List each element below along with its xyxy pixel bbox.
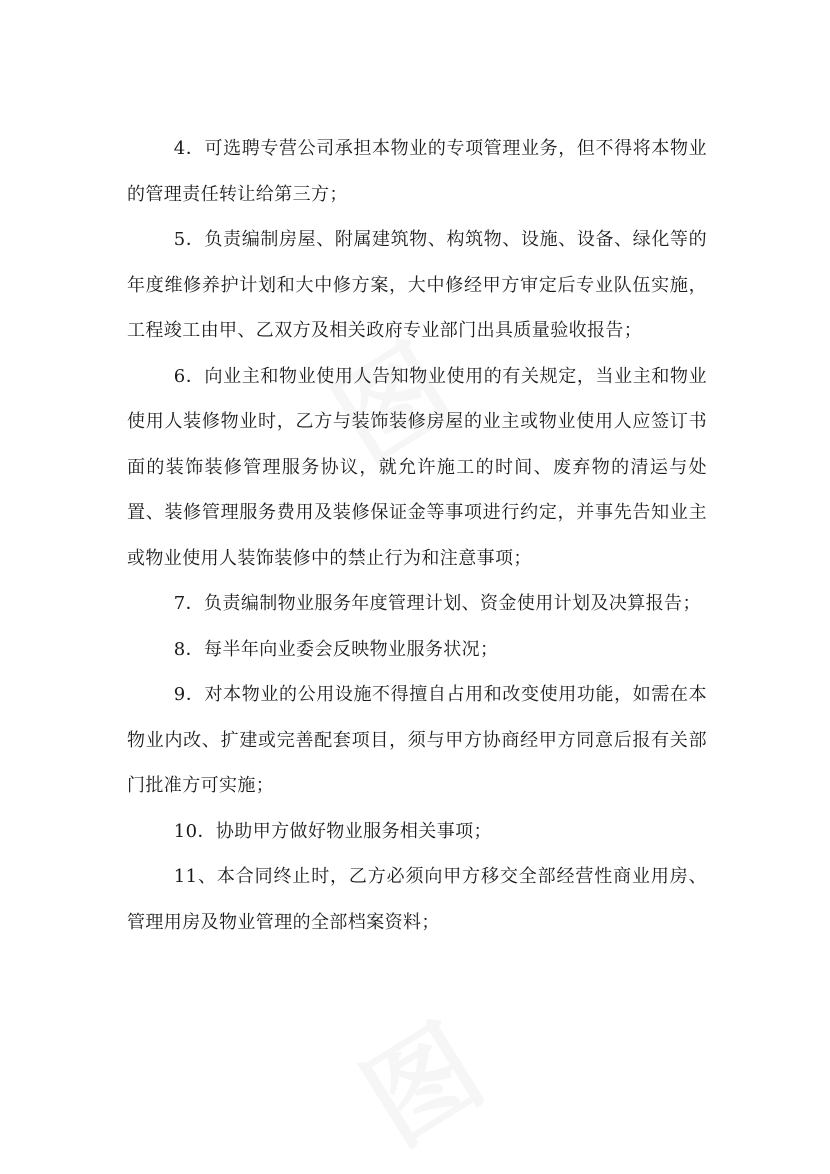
clause-4: 4．可选聘专营公司承担本物业的专项管理业务，但不得将本物业的管理责任转让给第三方； — [127, 138, 707, 205]
clause-8: 8．每半年向业委会反映物业服务状况； — [173, 638, 499, 660]
clause-7: 7．负责编制物业服务年度管理计划、资金使用计划及决算报告； — [173, 593, 701, 614]
clause-9: 9．对本物业的公用设施不得擅自占用和改变使用功能，如需在本物业内改、扩建或完善配套项目，须与甲方协商经甲方同意后报有关部门批准方可实施； — [127, 684, 707, 796]
document-body — [127, 126, 707, 945]
clause-6: 6．向业主和物业使用人告知物业使用的有关规定，当业主和物业使用人装修物业时，乙方与装饰装修房屋的业主或物业使用人应签订书面的装饰装修管理服务协议，就允许施工的时间、废弃物的清运与处置、装修管理服务费用及装修保证金等事项进行约定，并事先告知业主或物业使用人装饰装修中的禁止行为和注意事项； — [127, 365, 707, 569]
clause-5: 5．负责编制房屋、附属建筑物、构筑物、设施、设备、绿化等的年度维修养护计划和大中修方案，大中修经甲方审定后专业队伍实施，工程竣工由甲、乙双方及相关政府专业部门出具质量验收报告； — [127, 229, 707, 341]
watermark-logo — [330, 982, 507, 1174]
clause-11: 11、本合同终止时，乙方必须向甲方移交全部经营性商业用房、管理用房及物业管理的全部档案资料； — [127, 866, 707, 933]
clause-10: 10．协助甲方做好物业服务相关事项； — [173, 820, 492, 842]
watermark-text-2 — [343, 1002, 504, 1169]
